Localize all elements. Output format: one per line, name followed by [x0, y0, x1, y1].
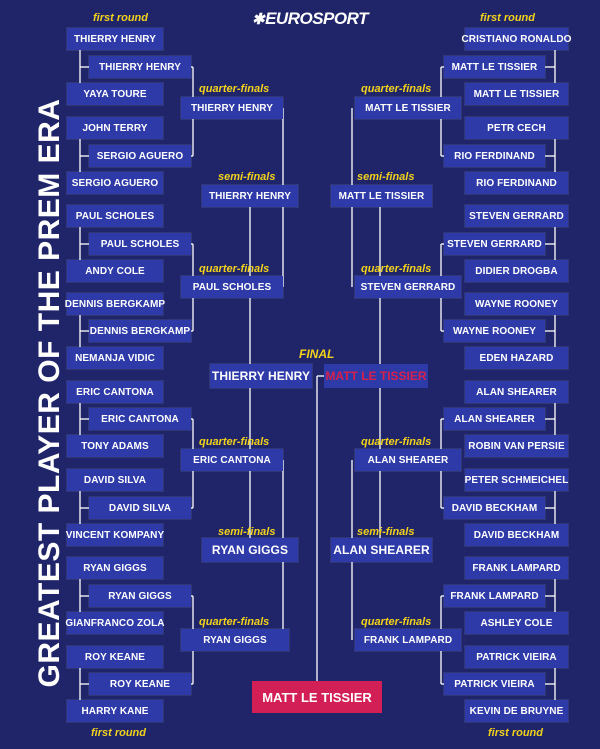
right-r1-box: ASHLEY COLE: [465, 612, 568, 634]
right-r1-box: STEVEN GERRARD: [465, 205, 568, 227]
right-r2-box: ALAN SHEARER: [444, 408, 545, 430]
left-r2-box: SERGIO AGUERO: [89, 145, 191, 167]
label-qf-right-3: quarter-finals: [361, 436, 432, 448]
right-r1-box: EDEN HAZARD: [465, 347, 568, 369]
left-r1-box: ANDY COLE: [67, 260, 163, 282]
left-r2-box: ERIC CANTONA: [89, 408, 191, 430]
label-sf-left-1: semi-finals: [218, 171, 276, 183]
label-first-round-left-top: first round: [93, 12, 148, 24]
right-qf-box: MATT LE TISSIER: [355, 97, 461, 119]
label-first-round-left-bottom: first round: [91, 727, 146, 739]
label-qf-right-1: quarter-finals: [361, 83, 432, 95]
label-qf-left-4: quarter-finals: [199, 616, 270, 628]
right-finalist-box: MATT LE TISSIER: [324, 364, 428, 388]
right-r2-box: WAYNE ROONEY: [444, 320, 545, 342]
right-r1-box: PATRICK VIEIRA: [465, 646, 568, 668]
left-r2-box: PAUL SCHOLES: [89, 233, 191, 255]
label-sf-left-2: semi-finals: [218, 526, 276, 538]
right-r1-box: RIO FERDINAND: [465, 172, 568, 194]
right-r1-box: KEVIN DE BRUYNE: [465, 700, 568, 722]
left-r1-box: ROY KEANE: [67, 646, 163, 668]
left-r1-box: TONY ADAMS: [67, 435, 163, 457]
left-qf-box: ERIC CANTONA: [181, 449, 283, 471]
right-r1-box: PETR CECH: [465, 117, 568, 139]
right-r1-box: WAYNE ROONEY: [465, 293, 568, 315]
left-r1-box: HARRY KANE: [67, 700, 163, 722]
right-r2-box: PATRICK VIEIRA: [444, 673, 545, 695]
right-sf-box: ALAN SHEARER: [331, 538, 432, 562]
left-r1-box: GIANFRANCO ZOLA: [67, 612, 163, 634]
right-qf-box: FRANK LAMPARD: [355, 629, 461, 651]
vertical-title: GREATEST PLAYER OF THE PREM ERA: [33, 98, 66, 688]
logo-text: EUROSPORT: [265, 9, 368, 28]
left-r1-box: DAVID SILVA: [67, 469, 163, 491]
label-qf-left-1: quarter-finals: [199, 83, 270, 95]
left-qf-box: PAUL SCHOLES: [181, 276, 283, 298]
right-r1-box: DAVID BECKHAM: [465, 524, 568, 546]
left-qf-box: RYAN GIGGS: [181, 629, 289, 651]
left-r1-box: YAYA TOURE: [67, 83, 163, 105]
right-r1-box: MATT LE TISSIER: [465, 83, 568, 105]
right-r2-box: FRANK LAMPARD: [444, 585, 545, 607]
left-r1-box: PAUL SCHOLES: [67, 205, 163, 227]
left-finalist-box: THIERRY HENRY: [210, 364, 312, 388]
left-r1-box: DENNIS BERGKAMP: [67, 293, 163, 315]
right-r1-box: PETER SCHMEICHEL: [465, 469, 568, 491]
left-sf-box: THIERRY HENRY: [202, 185, 298, 207]
label-qf-right-4: quarter-finals: [361, 616, 432, 628]
right-qf-box: ALAN SHEARER: [355, 449, 461, 471]
eurosport-logo: [252, 9, 368, 29]
left-r1-box: ERIC CANTONA: [67, 381, 163, 403]
winner-box: MATT LE TISSIER: [252, 681, 382, 713]
left-r2-box: RYAN GIGGS: [89, 585, 191, 607]
label-final: FINAL: [299, 347, 335, 361]
right-r2-box: STEVEN GERRARD: [444, 233, 545, 255]
left-r1-box: RYAN GIGGS: [67, 557, 163, 579]
label-sf-right-1: semi-finals: [357, 171, 415, 183]
right-r1-box: ALAN SHEARER: [465, 381, 568, 403]
right-r2-box: DAVID BECKHAM: [444, 497, 545, 519]
right-r1-box: DIDIER DROGBA: [465, 260, 568, 282]
right-sf-box: MATT LE TISSIER: [331, 185, 432, 207]
right-r1-box: CRISTIANO RONALDO: [465, 28, 568, 50]
label-first-round-right-bottom: first round: [488, 727, 543, 739]
left-r1-box: THIERRY HENRY: [67, 28, 163, 50]
left-r1-box: VINCENT KOMPANY: [67, 524, 163, 546]
left-r2-box: DAVID SILVA: [89, 497, 191, 519]
left-r2-box: ROY KEANE: [89, 673, 191, 695]
label-sf-right-2: semi-finals: [357, 526, 415, 538]
star-icon: ✱: [252, 11, 265, 28]
left-sf-box: RYAN GIGGS: [202, 538, 298, 562]
right-r1-box: FRANK LAMPARD: [465, 557, 568, 579]
label-qf-left-3: quarter-finals: [199, 436, 270, 448]
right-r1-box: ROBIN VAN PERSIE: [465, 435, 568, 457]
label-qf-right-2: quarter-finals: [361, 263, 432, 275]
label-first-round-right-top: first round: [480, 12, 535, 24]
left-r1-box: SERGIO AGUERO: [67, 172, 163, 194]
right-r2-box: RIO FERDINAND: [444, 145, 545, 167]
left-r1-box: JOHN TERRY: [67, 117, 163, 139]
left-r1-box: NEMANJA VIDIC: [67, 347, 163, 369]
left-r2-box: DENNIS BERGKAMP: [89, 320, 191, 342]
right-r2-box: MATT LE TISSIER: [444, 56, 545, 78]
left-qf-box: THIERRY HENRY: [181, 97, 283, 119]
right-qf-box: STEVEN GERRARD: [355, 276, 461, 298]
label-qf-left-2: quarter-finals: [199, 263, 270, 275]
left-r2-box: THIERRY HENRY: [89, 56, 191, 78]
